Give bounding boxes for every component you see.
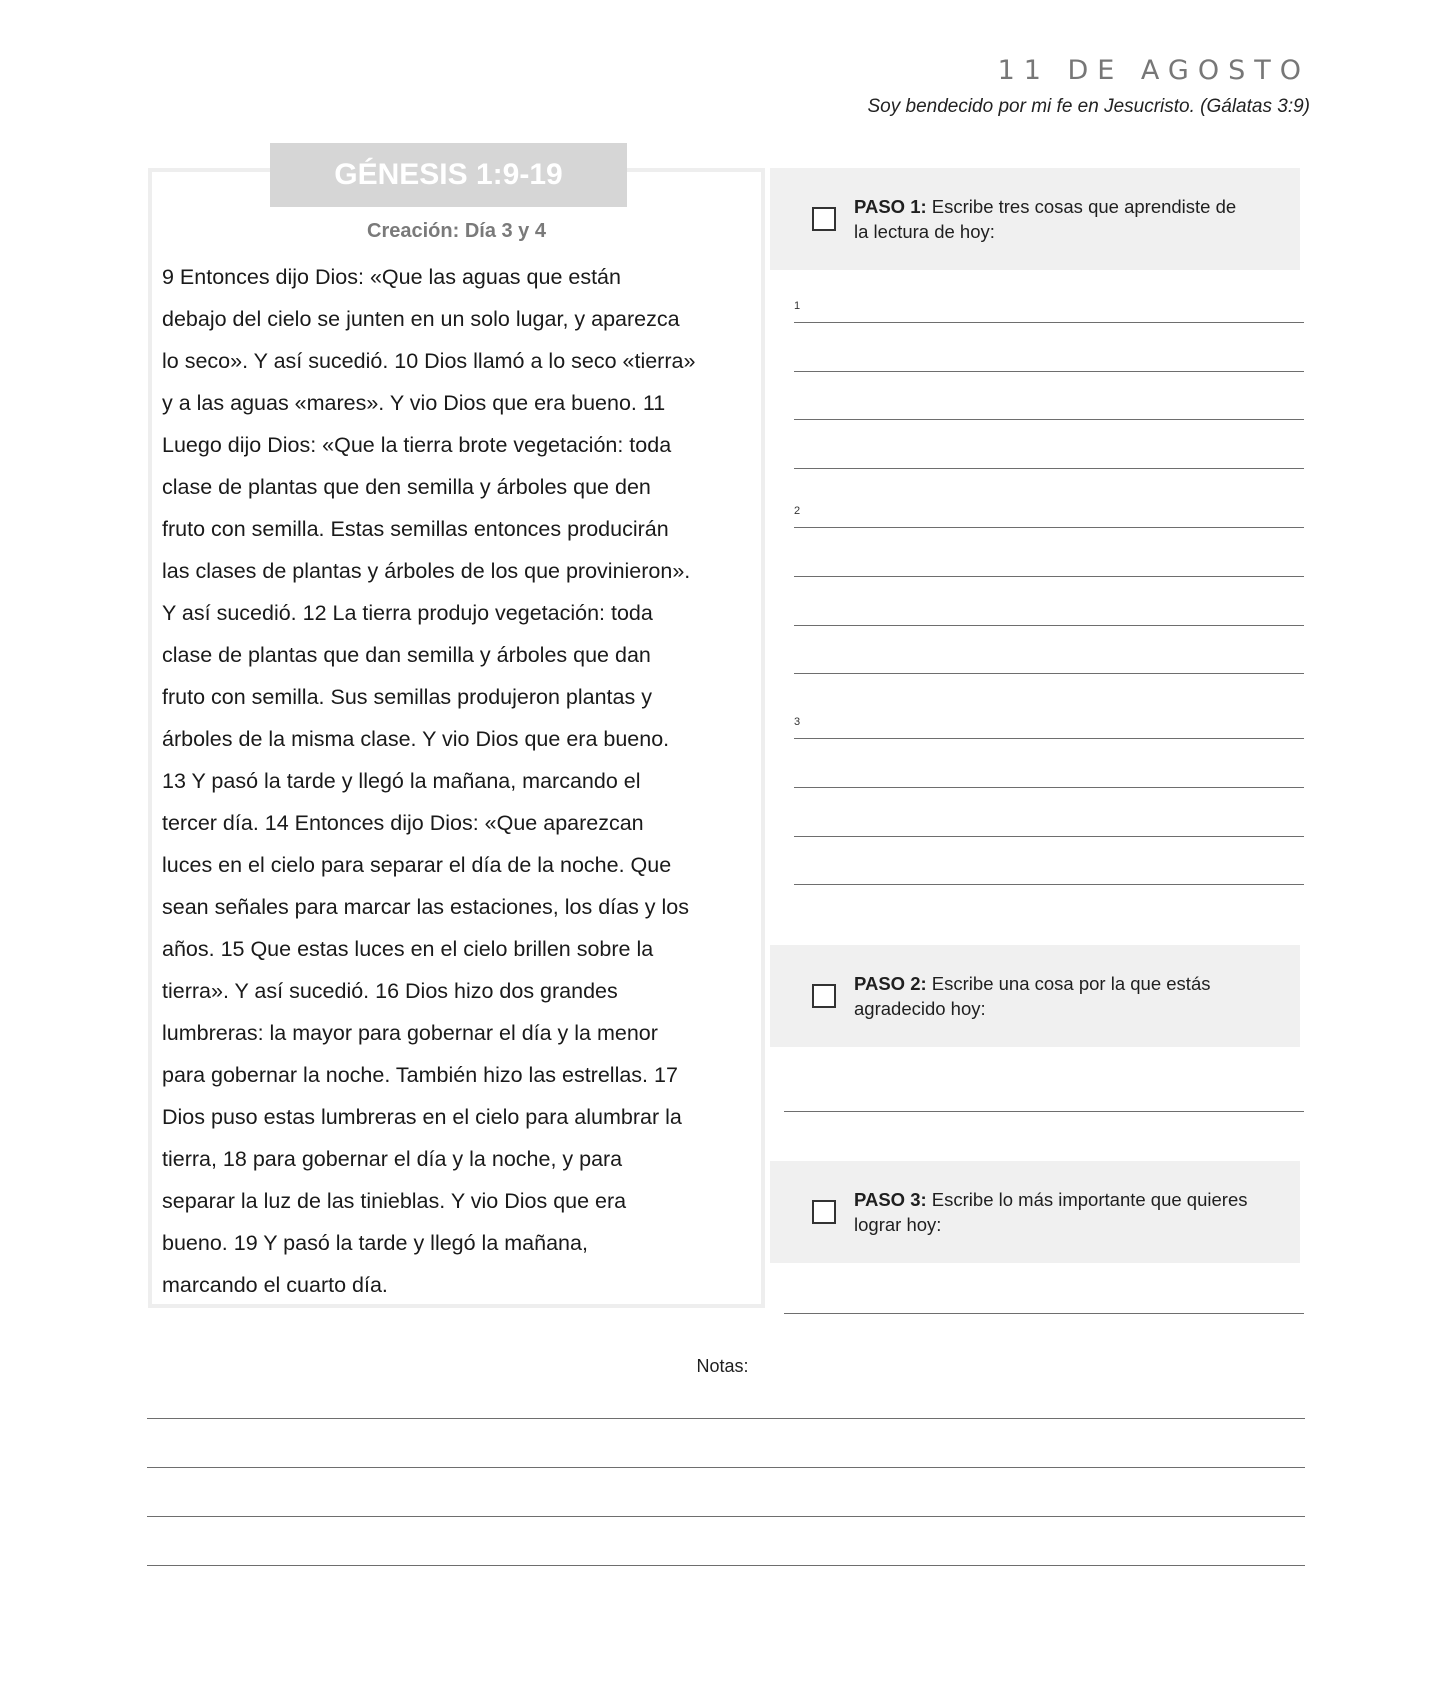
notes-line[interactable] <box>147 1467 1305 1468</box>
step-1-instruction: Escribe tres cosas que aprendiste de la lectura de hoy: <box>854 196 1237 242</box>
writing-line[interactable] <box>794 836 1304 837</box>
reading-line: Y así sucedió. 12 La tierra produjo vegetación: toda <box>162 601 653 625</box>
writing-line[interactable] <box>794 322 1304 323</box>
item-number-3: 3 <box>794 716 801 728</box>
reading-line: fruto con semilla. Estas semillas entonces producirán <box>162 517 669 541</box>
reading-line: lumbreras: la mayor para gobernar el día y la menor <box>162 1021 658 1045</box>
step-2-label: PASO 2: <box>854 973 927 994</box>
step-3-checkbox[interactable] <box>812 1200 836 1224</box>
reading-line: tercer día. 14 Entonces dijo Dios: «Que aparezcan <box>162 811 644 835</box>
reading-line: 13 Y pasó la tarde y llegó la mañana, marcando el <box>162 769 641 793</box>
reading-line: árboles de la misma clase. Y vio Dios que era bueno. <box>162 727 670 751</box>
step-3-writing-line[interactable] <box>784 1313 1304 1314</box>
reading-line: lo seco». Y así sucedió. 10 Dios llamó a lo seco «tierra» <box>162 349 696 373</box>
reading-body <box>162 256 742 1306</box>
reading-line: tierra, 18 para gobernar el día y la noche, y para <box>162 1147 623 1171</box>
step-1-text <box>854 194 1254 244</box>
step-1-label: PASO 1: <box>854 196 927 217</box>
reading-line: separar la luz de las tinieblas. Y vio Dios que era <box>162 1189 627 1213</box>
reading-line: Dios puso estas lumbreras en el cielo para alumbrar la <box>162 1105 682 1129</box>
reading-line: 9 Entonces dijo Dios: «Que las aguas que están <box>162 265 621 289</box>
reading-line: luces en el cielo para separar el día de la noche. Que <box>162 853 672 877</box>
writing-line[interactable] <box>794 527 1304 528</box>
reading-line: tierra». Y así sucedió. 16 Dios hizo dos grandes <box>162 979 618 1003</box>
step-2-text <box>854 971 1254 1021</box>
reading-line: bueno. 19 Y pasó la tarde y llegó la mañana, <box>162 1231 588 1255</box>
step-3-label: PASO 3: <box>854 1189 927 1210</box>
notes-line[interactable] <box>147 1418 1305 1419</box>
reading-line: clase de plantas que dan semilla y árboles que dan <box>162 643 651 667</box>
notes-line[interactable] <box>147 1565 1305 1566</box>
step-2-instruction: Escribe una cosa por la que estás agradecido hoy: <box>854 973 1211 1019</box>
reading-line: y a las aguas «mares». Y vio Dios que era bueno. 11 <box>162 391 666 415</box>
reading-line: Luego dijo Dios: «Que la tierra brote vegetación: toda <box>162 433 672 457</box>
writing-line[interactable] <box>794 625 1304 626</box>
item-number-1: 1 <box>794 300 801 312</box>
step-2-panel <box>770 945 1300 1047</box>
writing-line[interactable] <box>794 419 1304 420</box>
reading-line: clase de plantas que den semilla y árboles que den <box>162 475 651 499</box>
step-3-panel <box>770 1161 1300 1263</box>
item-number-2: 2 <box>794 505 801 517</box>
step-3-instruction: Escribe lo más importante que quieres lograr hoy: <box>854 1189 1248 1235</box>
reading-line: sean señales para marcar las estaciones, los días y los <box>162 895 690 919</box>
writing-line[interactable] <box>794 468 1304 469</box>
writing-line[interactable] <box>794 787 1304 788</box>
writing-line[interactable] <box>794 673 1304 674</box>
step-1-checkbox[interactable] <box>812 207 836 231</box>
reading-line: fruto con semilla. Sus semillas produjeron plantas y <box>162 685 652 709</box>
step-2-writing-line[interactable] <box>784 1111 1304 1112</box>
step-1-panel <box>770 168 1300 270</box>
reading-line: años. 15 Que estas luces en el cielo brillen sobre la <box>162 937 654 961</box>
reading-line: las clases de plantas y árboles de los que provinieron». <box>162 559 691 583</box>
step-2-checkbox[interactable] <box>812 984 836 1008</box>
notes-label: Notas: <box>696 1356 749 1376</box>
writing-line[interactable] <box>794 371 1304 372</box>
writing-line[interactable] <box>794 576 1304 577</box>
daily-verse: Soy bendecido por mi fe en Jesucristo. (Gálatas 3:9) <box>867 96 1310 117</box>
step-3-text <box>854 1187 1254 1237</box>
reading-line: para gobernar la noche. También hizo las estrellas. 17 <box>162 1063 678 1087</box>
notes-line[interactable] <box>147 1516 1305 1517</box>
reading-subtitle: Creación: Día 3 y 4 <box>367 220 546 242</box>
reading-line: debajo del cielo se junten en un solo lugar, y aparezca <box>162 307 680 331</box>
reading-line: marcando el cuarto día. <box>162 1273 388 1297</box>
writing-line[interactable] <box>794 884 1304 885</box>
scripture-reference-banner: GÉNESIS 1:9-19 <box>270 143 627 207</box>
writing-line[interactable] <box>794 738 1304 739</box>
page-date: 11 DE AGOSTO <box>997 55 1310 86</box>
